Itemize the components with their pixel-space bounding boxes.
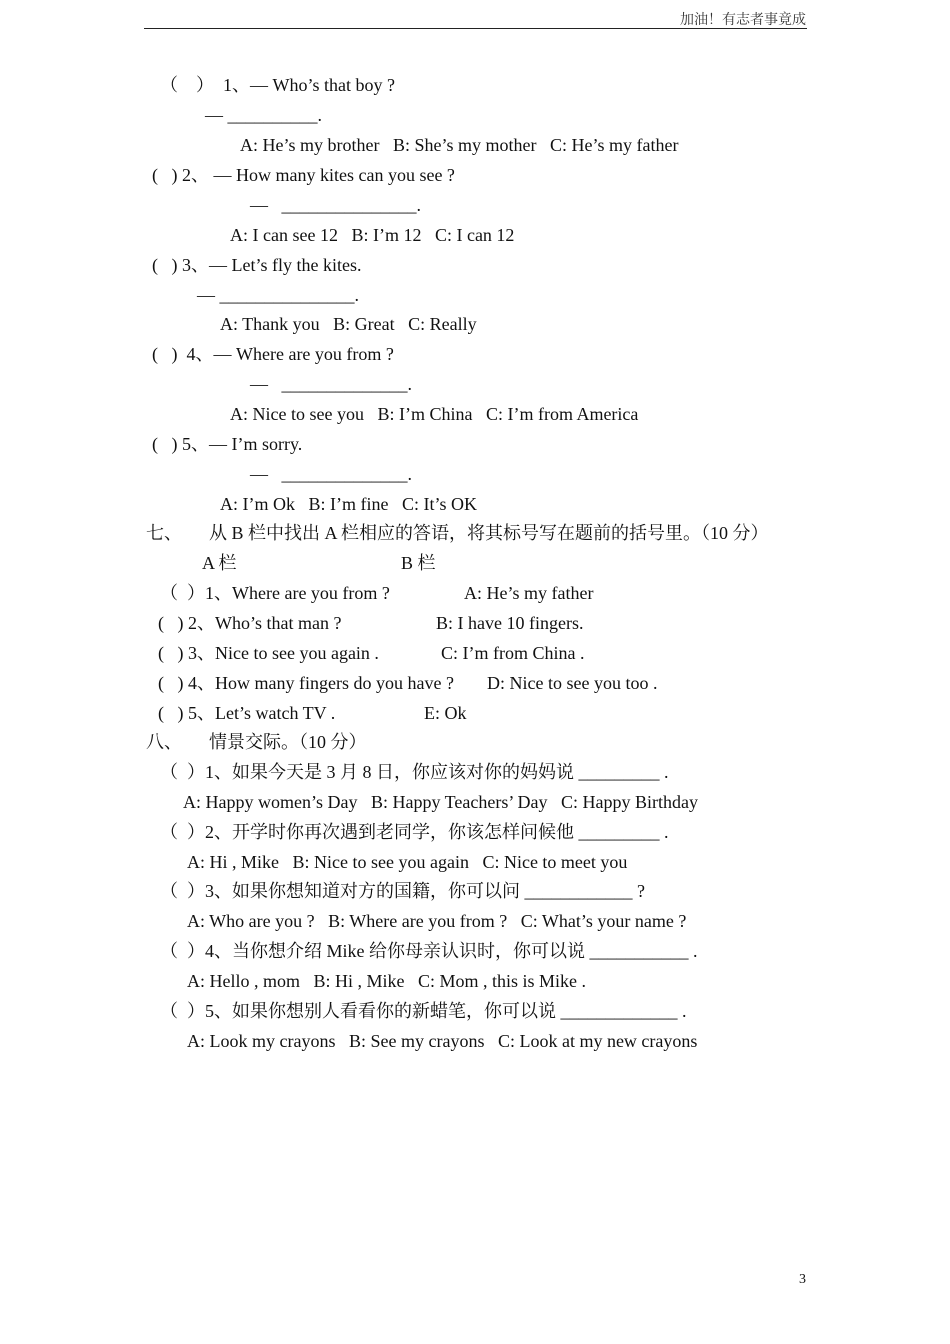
s6-q5-stem: ( ) 5、— I’m sorry. <box>152 434 303 454</box>
s6-q3-blank: — _______________. <box>197 285 359 305</box>
s6-q4-stem: ( ) 4、— Where are you from ? <box>152 344 394 364</box>
s8-q5-options: A: Look my crayons B: See my crayons C: Look at my new crayons <box>187 1031 698 1051</box>
s8-q4-stem: （ ）4、当你想介绍 Mike 给你母亲认识时，你可以说 ___________ . <box>160 941 698 961</box>
s7-row-5-question: ( ) 5、Let’s watch TV . <box>158 703 336 723</box>
s7-row-3-answer: C: I’m from China . <box>441 643 585 663</box>
s6-q5-options: A: I’m Ok B: I’m fine C: It’s OK <box>220 494 477 514</box>
s6-q2-blank: — _______________. <box>250 195 421 215</box>
s8-q1-options: A: Happy women’s Day B: Happy Teachers’ Day C: Happy Birthday <box>183 792 698 812</box>
s8-q3-options: A: Who are you ? B: Where are you from ? C: What’s your name ? <box>187 911 687 931</box>
s8-q4-options: A: Hello , mom B: Hi , Mike C: Mom , this is Mike . <box>187 971 587 991</box>
s7-row-5-answer: E: Ok <box>424 703 467 723</box>
s7-col-a-header: A 栏 <box>202 553 237 573</box>
s8-q2-stem: （ ）2、开学时你再次遇到老同学，你该怎样问候他 _________ . <box>160 822 669 842</box>
s6-q1-blank: — __________. <box>205 105 322 125</box>
s7-col-b-header: B 栏 <box>401 553 436 573</box>
s7-row-1-question: （ ）1、Where are you from ? <box>160 583 390 603</box>
s7-row-2-answer: B: I have 10 fingers. <box>436 613 584 633</box>
s8-title: 八、 情景交际。（10 分） <box>146 732 367 752</box>
header-motto: 加油！有志者事竟成 <box>680 13 806 28</box>
s7-row-4-answer: D: Nice to see you too . <box>487 673 658 693</box>
s6-q4-options: A: Nice to see you B: I’m China C: I’m from America <box>230 404 639 424</box>
s6-q1-stem: （ ） 1、— Who’s that boy ? <box>160 75 395 95</box>
s7-title: 七、 从 B 栏中找出 A 栏相应的答语，将其标号写在题前的括号里。（10 分） <box>146 523 769 543</box>
s8-q5-stem: （ ）5、如果你想别人看看你的新蜡笔，你可以说 _____________ . <box>160 1001 687 1021</box>
header-rule <box>144 28 807 29</box>
s8-q3-stem: （ ）3、如果你想知道对方的国籍，你可以问 ____________ ? <box>160 881 645 901</box>
page-number: 3 <box>799 1272 806 1287</box>
s6-q3-options: A: Thank you B: Great C: Really <box>220 314 477 334</box>
s8-q1-stem: （ ）1、如果今天是 3 月 8 日，你应该对你的妈妈说 _________ . <box>160 762 669 782</box>
s6-q1-options: A: He’s my brother B: She’s my mother C: He’s my father <box>240 135 679 155</box>
s7-row-2-question: ( ) 2、Who’s that man ? <box>158 613 342 633</box>
s6-q3-stem: ( ) 3、— Let’s fly the kites. <box>152 255 362 275</box>
s6-q4-blank: — ______________. <box>250 374 412 394</box>
s6-q2-options: A: I can see 12 B: I’m 12 C: I can 12 <box>230 225 515 245</box>
s6-q2-stem: ( ) 2、 — How many kites can you see ? <box>152 165 455 185</box>
s7-row-1-answer: A: He’s my father <box>464 583 594 603</box>
s7-row-4-question: ( ) 4、How many fingers do you have ? <box>158 673 454 693</box>
s7-row-3-question: ( ) 3、Nice to see you again . <box>158 643 379 663</box>
s8-q2-options: A: Hi , Mike B: Nice to see you again C: Nice to meet you <box>187 852 628 872</box>
s6-q5-blank: — ______________. <box>250 464 412 484</box>
